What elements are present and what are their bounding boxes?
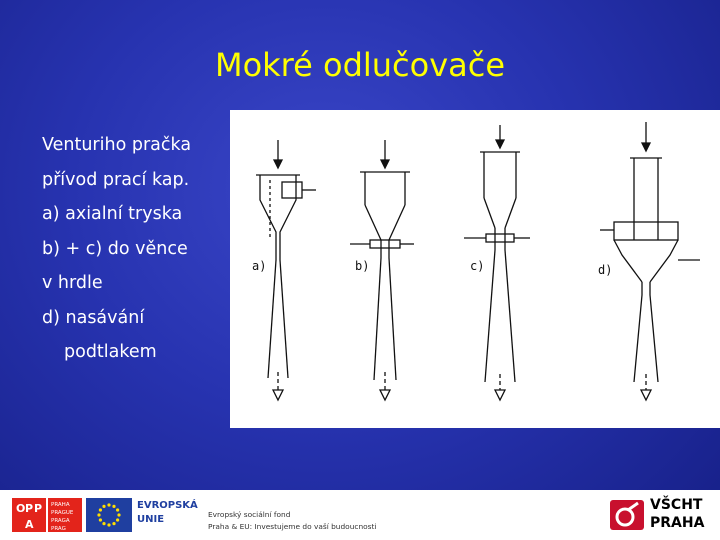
slide-title: Mokré odlučovače — [214, 46, 506, 84]
opp-letter: P — [34, 502, 43, 515]
esf-caption — [208, 509, 376, 533]
opp-praha-logo — [12, 498, 82, 532]
opp-letter: P — [25, 502, 34, 515]
bullet-item: v hrdle — [42, 273, 103, 293]
opp-line: PRAHA — [51, 502, 70, 508]
opp-letter: O — [16, 502, 26, 515]
esf-line: Praha & EU: Investujeme do vaší budoucnosti — [208, 522, 377, 531]
vscht-line: PRAHA — [650, 515, 705, 531]
vscht-label — [650, 496, 704, 532]
diagram-label: a) — [252, 259, 267, 273]
diagram-label: c) — [470, 259, 485, 273]
bullet-list — [42, 128, 191, 370]
venturi-scrubber-diagram — [230, 110, 720, 428]
scrubber-d — [600, 122, 700, 400]
opp-letter: A — [25, 518, 34, 531]
bullet-item: Venturiho pračka — [42, 135, 192, 155]
bullet-item: a) axialní tryska — [42, 204, 183, 224]
eu-line: EVROPSKÁ — [137, 500, 198, 511]
eu-line: UNIE — [137, 514, 165, 525]
vscht-line: VŠCHT — [650, 497, 703, 513]
bullet-item: d) nasávání — [42, 307, 145, 328]
eu-label — [137, 499, 198, 527]
esf-line: Evropský sociální fond — [208, 510, 291, 519]
footer-bar — [0, 490, 720, 540]
diagram-label: d) — [598, 263, 613, 277]
eu-flag-icon — [86, 498, 132, 532]
bullet-item: podtlakem — [64, 342, 157, 362]
opp-line: PRAGA — [51, 518, 70, 524]
opp-line: PRAGUE — [51, 510, 74, 516]
diagram-label: b) — [355, 259, 370, 273]
vscht-logo-icon — [608, 498, 646, 532]
bullet-item: b) + c) do věnce — [42, 238, 188, 259]
bullet-item: přívod prací kap. — [42, 169, 190, 190]
opp-line: PRAG — [51, 526, 66, 532]
